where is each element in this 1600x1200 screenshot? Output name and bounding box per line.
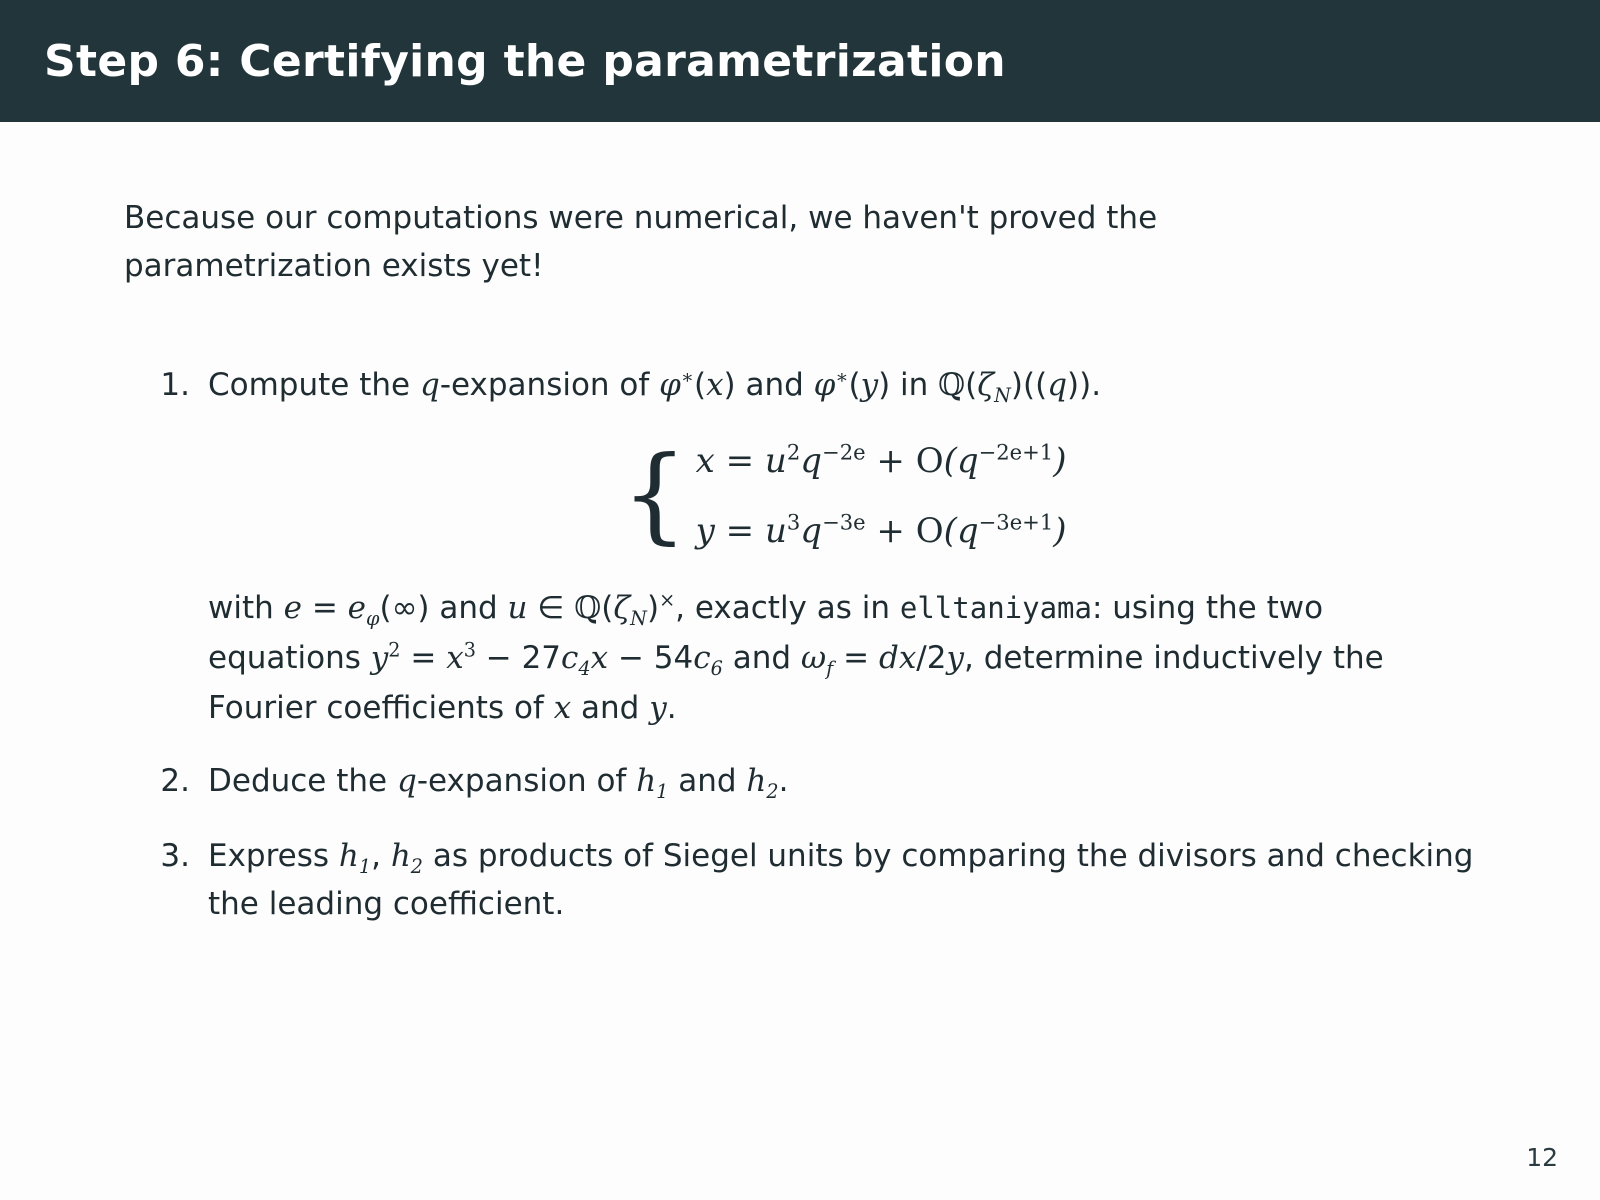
list-item-subtext: with $e = e_\varphi(\infty)$ and u ∈ $ℚ(\zeta_N)^\times$, exactly as in elltaniyama: using the two equations $y^2 = x^3 - 27c_4x - 54c_6$ and $\omega_f = dx/2y$, determine inductively the Fourier coefficients of x and y. xyxy=(208,588,1384,727)
page-number: 12 xyxy=(1526,1143,1558,1172)
list-item xyxy=(150,833,1480,929)
steps-list xyxy=(150,362,1480,954)
list-item-number: 2. xyxy=(160,763,190,800)
equation-line-x: $x = u^2q^{-2e} + O(q^{-2e+1})$ xyxy=(695,440,1067,482)
list-item xyxy=(150,758,1480,806)
list-item xyxy=(150,362,1480,732)
code-elltaniyama: elltaniyama xyxy=(899,590,1092,625)
list-item-text: Express $h_1$, $h_2$ as products of Siegel units by comparing the divisors and checking the leading coefficient. xyxy=(208,837,1474,923)
equation-line-y: $y = u^3q^{-3e} + O(q^{-3e+1})$ xyxy=(695,509,1067,552)
intro-paragraph: Because our computations were numerical, we haven't proved the parametrization exists yet! xyxy=(124,200,1158,285)
page-title: Step 6: Certifying the parametrization xyxy=(44,35,1006,87)
display-equation xyxy=(208,433,1480,557)
list-item-text: Compute the q-expansion of φ∗(x) and φ∗(y) in $ℚ(\zeta_N)((q))$. xyxy=(208,365,1102,408)
slide-title-bar xyxy=(0,0,1600,122)
list-item-number: 3. xyxy=(160,837,190,874)
list-item-number: 1. xyxy=(160,367,190,403)
slide-content xyxy=(0,122,1600,1200)
list-item-text: Deduce the q-expansion of $h_1$ and $h_2$. xyxy=(208,763,789,804)
brace-icon: { xyxy=(621,433,688,556)
